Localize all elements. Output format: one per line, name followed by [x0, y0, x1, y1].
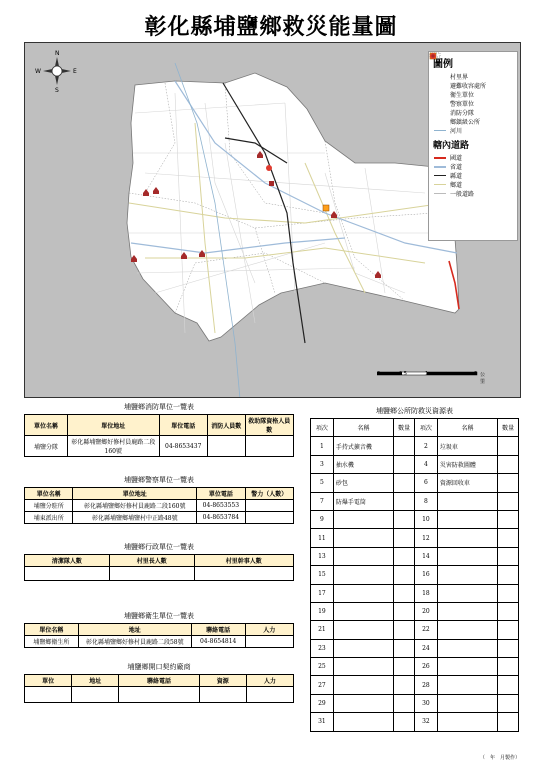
legend-item-boundary: 村里界: [433, 72, 513, 81]
contract-table-caption: 埔鹽鄉開口契約廠商: [127, 663, 191, 671]
fire-table: 單位名稱 單位地址 單位電話 消防人員數 救助隊資格人員數 埔鹽分隊 彰化縣埔鹽鄉好修村員鹿路二段160號 04-8653437: [24, 414, 294, 457]
fire-icon: [266, 165, 272, 171]
township-boundary: [127, 73, 459, 341]
compass-w: W: [35, 68, 41, 75]
health-table: 單位名稱 地址 聯絡電話 人力 埔鹽鄉衛生所 彰化縣埔鹽鄉好修村員鹿路二段58號 04-8654814: [24, 623, 294, 648]
office-icon: [269, 181, 274, 186]
admin-table: 清潔隊人數 村里長人數 村里幹事人數: [24, 554, 294, 581]
contract-table: 單位 地址 聯絡電話 資源 人力: [24, 674, 294, 703]
compass-s: S: [55, 87, 59, 94]
admin-table-caption: 埔鹽鄉行政單位一覽表: [124, 543, 194, 551]
police-table: 單位名稱 單位地址 單位電話 警力（人數） 埔鹽分駐所 彰化縣埔鹽鄉好修村員鹿路二段160號 04-8653553 埔東派出所 彰化縣埔鹽鄉埔鹽村中正路48號 04-8653784: [24, 487, 294, 524]
table-row: 27 28: [311, 676, 519, 694]
table-row: [25, 687, 294, 703]
table-row: 7 防爆手電筒 8: [311, 492, 519, 510]
legend-item-river: 河川: [433, 126, 513, 135]
scale-label-0: 0: [377, 371, 381, 377]
legend-item-health: 衛生單位: [433, 90, 513, 99]
scale-bar: [377, 371, 487, 385]
legend-roads-title: 轄內道路: [433, 141, 470, 151]
map-frame[interactable]: [24, 42, 521, 398]
fire-table-caption: 埔鹽鄉消防單位一覽表: [124, 403, 194, 411]
table-row: 19 20: [311, 602, 519, 620]
table-row: 3 抽水機 4 災害防救圖體: [311, 455, 519, 473]
table-row: 25 26: [311, 658, 519, 676]
legend-title: 圖例: [433, 59, 453, 70]
table-row: 21 22: [311, 621, 519, 639]
table-row: 5 砂包 6 資源回收車: [311, 474, 519, 492]
table-row: [25, 567, 294, 581]
table-row: 17 18: [311, 584, 519, 602]
table-row: 13 14: [311, 547, 519, 565]
legend-road-general: 一般道路: [433, 189, 513, 198]
legend-road-township: 鄉道: [433, 180, 513, 189]
table-row: 9 10: [311, 510, 519, 528]
scale-unit: 公里: [480, 372, 486, 385]
left-tables: [24, 400, 294, 703]
compass-e: E: [73, 68, 77, 75]
police-icon: [323, 205, 329, 211]
table-row: 31 32: [311, 713, 519, 731]
page-title: 彰化縣埔鹽鄉救災能量圖: [144, 14, 398, 40]
legend-item-fire: 消防分隊: [433, 108, 513, 117]
legend-road-county: 縣道: [433, 171, 513, 180]
compass-n: N: [55, 50, 60, 57]
footnote: （ 年 月製作）: [479, 755, 520, 761]
map-legend: [428, 51, 518, 241]
table-row: 埔鹽分隊 彰化縣埔鹽鄉好修村員鹿路二段160號 04-8653437: [25, 436, 294, 457]
health-table-caption: 埔鹽鄉衛生單位一覽表: [124, 612, 194, 620]
legend-road-provincial: 省道: [433, 162, 513, 171]
table-row: 11 12: [311, 529, 519, 547]
table-row: 埔東派出所 彰化縣埔鹽鄉埔鹽村中正路48號 04-8653784: [25, 512, 294, 524]
table-row: 23 24: [311, 639, 519, 657]
table-row: 埔鹽分駐所 彰化縣埔鹽鄉好修村員鹿路二段160號 04-8653553: [25, 500, 294, 512]
resources-table: 項次 名稱 數量 項次 名稱 數量 1 手持式擴音機 2 垃圾車 3 抽水機 4 災害防救圖體 5 砂包 6 資源回收車 7 防爆手電筒 8 9 10 11 12 13 14 15 16 17 18 19 20 21 22 23 24 25 26 27 28 29 30 31 32: [310, 418, 519, 732]
legend-item-police: 警察單位: [433, 99, 513, 108]
scale-label-3: 2: [474, 371, 478, 377]
compass-icon: [43, 57, 71, 85]
legend-road-national: 國道: [433, 153, 513, 162]
resources-panel: [310, 404, 519, 732]
scale-label-1: 0.5: [399, 371, 407, 377]
table-row: 1 手持式擴音機 2 垃圾車: [311, 437, 519, 455]
police-table-caption: 埔鹽鄉警察單位一覽表: [124, 476, 194, 484]
table-row: 15 16: [311, 566, 519, 584]
resources-table-caption: 埔鹽鄉公所防救災資源表: [376, 407, 453, 415]
table-row: 埔鹽鄉衛生所 彰化縣埔鹽鄉好修村員鹿路二段58號 04-8654814: [25, 636, 294, 648]
legend-item-office: 鄉鎮級公所: [433, 117, 513, 126]
scale-label-2: 1: [425, 371, 429, 377]
legend-item-shelter: 避難收容處所: [433, 81, 513, 90]
table-row: 29 30: [311, 694, 519, 712]
